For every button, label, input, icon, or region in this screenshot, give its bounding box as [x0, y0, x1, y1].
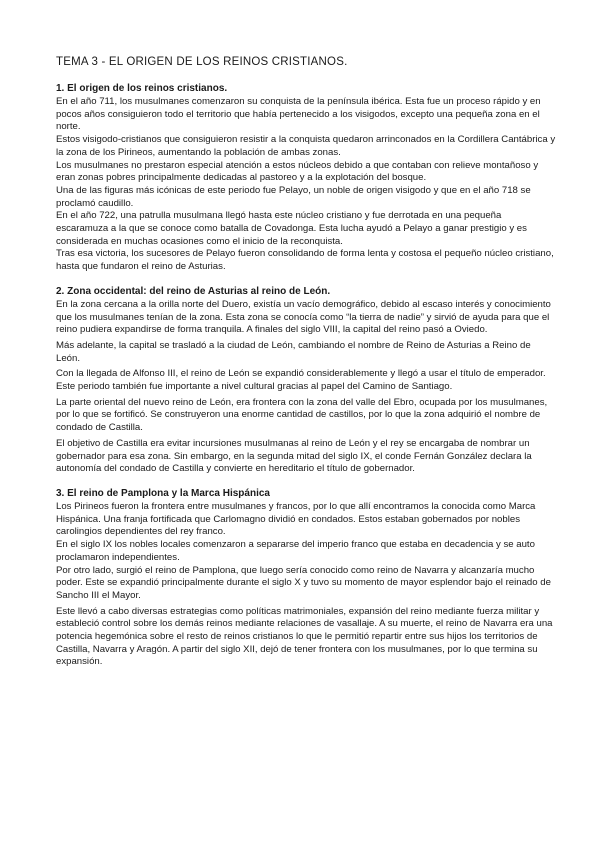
section-heading: 3. El reino de Pamplona y la Marca Hispánica [56, 487, 270, 499]
paragraph: El objetivo de Castilla era evitar incursiones musulmanas al reino de León y el rey se encargaba de nombrar un gobernador para esa zona. Sin embargo, en la segunda mitad del siglo IX, el conde Fernán González declara la autonomía del condado de Castilla y convierte en hereditario el título de gobernador. [56, 437, 532, 475]
paragraph: Una de las figuras más icónicas de este periodo fue Pelayo, un noble de origen visigodo y que en el año 718 se proclamó caudillo. [56, 184, 531, 209]
section-heading: 1. El origen de los reinos cristianos. [56, 83, 228, 94]
paragraph: Los musulmanes no prestaron especial atención a estos núcleos debido a que contaban con relieve montañoso y eran zonas pobres principalmente dedicadas al pastoreo y a la explotación del bosque. [56, 159, 539, 184]
section-origen [56, 82, 556, 274]
paragraph: Estos visigodo-cristianos que consiguieron resistir a la conquista quedaron arrinconados en la Cordillera Cantábrica y la zona de los Pirineos, aumentando la población de ambas zonas. [56, 134, 556, 158]
page-title: TEMA 3 - EL ORIGEN DE LOS REINOS CRISTIANOS. [56, 56, 348, 68]
paragraph: En la zona cercana a la orilla norte del Duero, existía un vacío demográfico, debido al escaso interés y conocimiento que los musulmanes tenían de la zona. Esta zona se conocía como “la tierra de nadie” y sirvió de ayuda para que el reino pudiera expandirse de forma tranquila. A finales del siglo VIII, la capital del reino pasó a Oviedo. [56, 298, 551, 336]
paragraph: La parte oriental del nuevo reino de León, era frontera con la zona del valle del Ebro, ocupada por los musulmanes, por lo que se fortificó. Se construyeron una enorme cantidad de castillos, por lo que la zona adquirió el nombre de condado de Castilla. [56, 396, 548, 434]
paragraph: Este llevó a cabo diversas estrategias como políticas matrimoniales, expansión del reino mediante fuerza militar y estableció control sobre los demás reinos mediante relaciones de vasallaje. A su muerte, el reino de Navarra era una potencia hegemónica sobre el resto de reinos cristianos lo que le permitió repartir entre sus hijos los territorios de Castilla, Navarra y Aragón. A partir del siglo XII, dejó de tener frontera con los musulmanes, por lo que termina su expansión. [56, 605, 553, 668]
section-heading: 2. Zona occidental: del reino de Asturias al reino de León. [56, 285, 331, 297]
paragraph: En el año 722, una patrulla musulmana llegó hasta este núcleo cristiano y fue derrotada en una pequeña escaramuza a la que se conoce como batalla de Covadonga. Esta lucha ayudó a Pelayo a ganar prestigio y es considerada en muchas ocasiones como el inicio de la reconquista. [56, 210, 527, 247]
paragraph: En el año 711, los musulmanes comenzaron su conquista de la península ibérica. Esta fue un proceso rápido y en pocos años consiguieron todo el territorio que había pertenecido a los visigodos, excepto una pequeña zona en el norte. [56, 96, 541, 133]
paragraph: Por otro lado, surgió el reino de Pamplona, que luego sería conocido como reino de Navarra y alcanzaría mucho poder. Este se expandió principalmente durante el siglo X y tuvo su momento de mayor esplendor bajo el reinado de Sancho III el Mayor. [56, 564, 551, 601]
paragraph: Con la llegada de Alfonso III, el reino de León se expandió considerablemente y llegó a usar el título de emperador. Este periodo también fue importante a nivel cultural gracias al papel del Camino de Santiago. [56, 368, 546, 393]
section-zona-occidental [56, 285, 556, 476]
paragraph: Tras esa victoria, los sucesores de Pelayo fueron consolidando de forma lenta y costosa el pequeño núcleo cristiano, hasta que fundaron el reino de Asturias. [56, 248, 554, 273]
paragraph: Más adelante, la capital se trasladó a la ciudad de León, cambiando el nombre de Reino de Asturias a Reino de León. [56, 339, 531, 364]
section-pamplona [56, 487, 556, 669]
paragraph: Los Pirineos fueron la frontera entre musulmanes y francos, por lo que allí encontramos la conocida como Marca Hispánica. Una franja fortificada que Carlomagno dividió en condados. Estos estaban gobernados por nobles carolingios dependientes del rey franco. [56, 500, 536, 538]
document-page [56, 56, 556, 680]
paragraph: En el siglo IX los nobles locales comenzaron a separarse del imperio franco que estaba en decadencia y se auto proclamaron independientes. [56, 539, 535, 563]
